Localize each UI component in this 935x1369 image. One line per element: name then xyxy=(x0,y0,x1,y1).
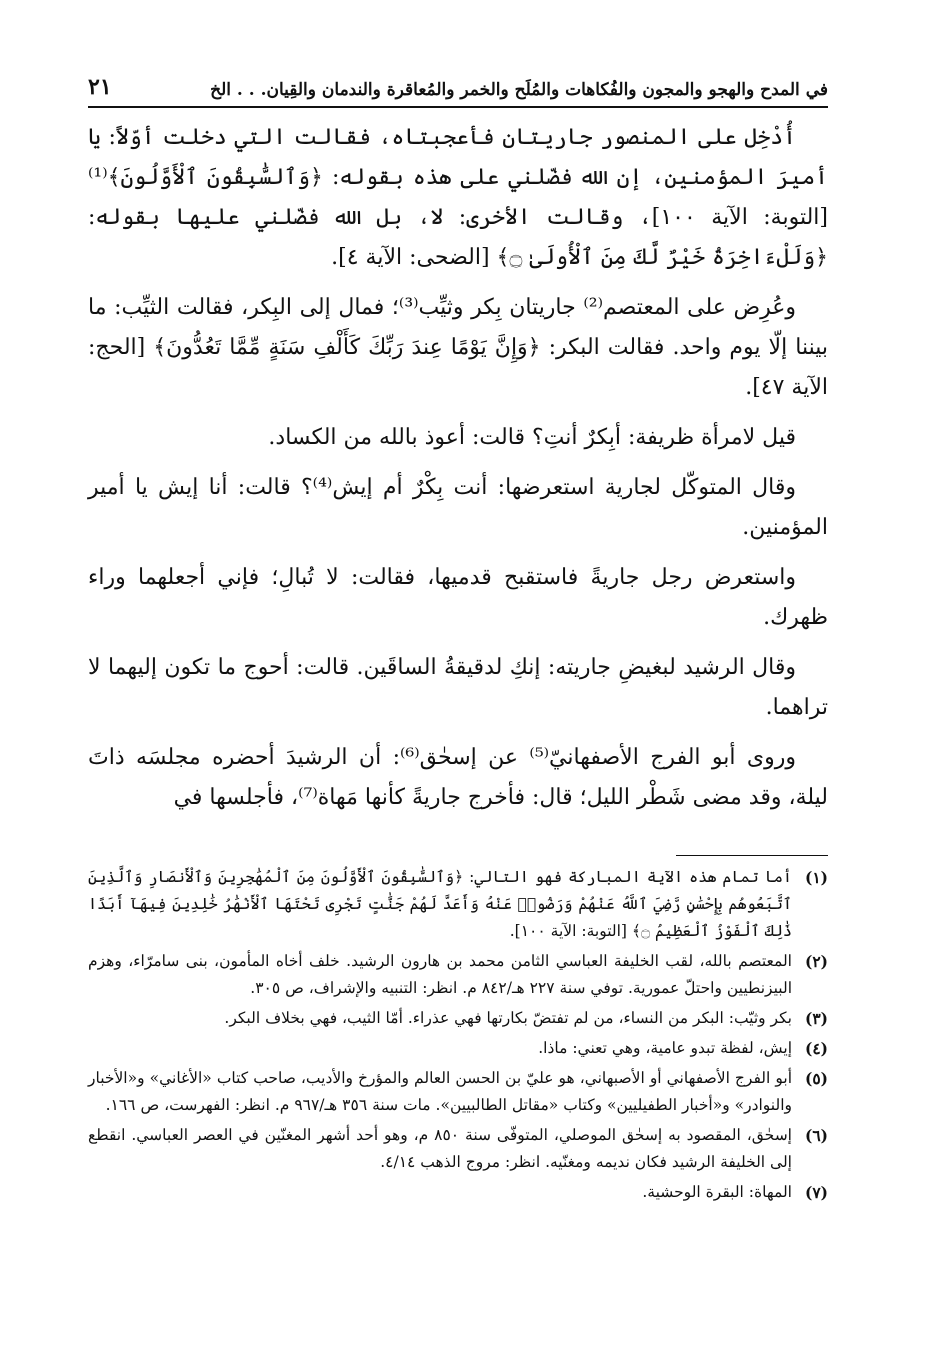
paragraph: وروى أبو الفرج الأصفهانيّ⁽⁵⁾ عن إسحٰق⁽⁶⁾: أن الرشيدَ أحضره مجلسَه ذاتَ ليلة، وقد مضى شَطْر الليل؛ قال: فأخرج جاريةً كأنها مَهاة⁽⁷⁾، فأجلسها في xyxy=(88,745,828,810)
footnote xyxy=(88,1065,828,1119)
footnote-number: (١) xyxy=(804,868,828,887)
footnote-text: إيش، لفظة تبدو عامية، وهي تعني: ماذا. xyxy=(538,1039,792,1057)
footnote-number: (٢) xyxy=(804,952,828,971)
paragraph: واستعرض رجل جاريةً فاستقبح قدميها، فقالت: لا تُبالِ؛ فإني أجعلهما وراء ظهرك. xyxy=(88,565,828,630)
paragraph: قيل لامرأة ظريفة: أبِكرٌ أنتِ؟ قالت: أعوذ بالله من الكساد. xyxy=(268,425,796,450)
footnote xyxy=(88,1122,828,1176)
footnote-number: (٥) xyxy=(804,1069,828,1088)
footnote-number: (٦) xyxy=(804,1126,828,1145)
footnote xyxy=(88,1005,828,1032)
footnote xyxy=(88,1179,828,1206)
footnote-separator xyxy=(676,855,828,856)
footnote-number: (٤) xyxy=(804,1039,828,1058)
running-header xyxy=(88,60,828,108)
footnote-text: المعتصم بالله، لقب الخليفة العباسي الثامن محمد بن هارون الرشيد. خلف أخاه المأمون، بنى سامرّاء، وهزم البيزنطيين واحتلّ عمورية. توفي سنة ٢٢٧ هـ/٨٤٢ م. انظر: التنبيه والإشراف، ص ٣٠٥. xyxy=(88,952,792,997)
main-text xyxy=(88,118,828,828)
paragraph: وقال الرشيد لبغيضِ جاريته: إنكِ لدقيقةُ الساقَين. قالت: أحوج ما تكون إليهما لا تراهما. xyxy=(88,655,828,720)
footnote xyxy=(88,948,828,1002)
footnote xyxy=(88,864,828,945)
footnote-text: المهاة: البقرة الوحشية. xyxy=(642,1183,792,1201)
footnote-number: (٧) xyxy=(804,1183,828,1202)
footnote-text: إسحٰق، المقصود به إسحٰق الموصلي، المتوفّى سنة ٨٥٠ م، وهو أحد أشهر المغنّين في العصر العباسي. انقطع إلى الخليفة الرشيد فكان نديمه ومغنّيه. انظر: مروج الذهب ٤/١٤. xyxy=(88,1126,792,1171)
footnote-text: أما تمام هذه الآية المباركة فهو التالي: ﴿وَٱلسَّٰبِقُونَ ٱلْأَوَّلُونَ مِنَ ٱلْمُهَٰجِرِينَ وَٱلْأَنصَارِ وَٱلَّذِينَ ٱتَّبَعُوهُم بِإِحْسَٰنٍ رَّضِيَ ٱللَّهُ عَنْهُمْ وَرَضُوا۟ عَنْهُ وَأَعَدَّ لَهُمْ جَنَّٰتٍ تَجْرِى تَحْتَهَا ٱلْأَنْهَٰرُ خَٰلِدِينَ فِيهَآ أَبَدًا ذَٰلِكَ ٱلْفَوْزُ ٱلْعَظِيمُ ۝﴾ [التوبة: الآية ١٠٠]. xyxy=(88,868,792,940)
footnote-number: (٣) xyxy=(804,1009,828,1028)
paragraph: وقال المتوكّل لجارية استعرضها: أنت بِكْرٌ أم إيش⁽⁴⁾؟ قالت: أنا إيش يا أمير المؤمنين. xyxy=(88,475,828,540)
footnotes xyxy=(88,864,828,1209)
paragraph: وعُرِض على المعتصم⁽²⁾ جاريتان بِكر وثيِّب⁽³⁾؛ فمال إلى البِكر، فقالت الثيِّب: ما بيننا إلّا يوم واحد. فقالت البكر: ﴿وَإِنَّ يَوْمًا عِندَ رَبِّكَ كَأَلْفِ سَنَةٍ مِّمَّا تَعُدُّونَ﴾ [الحج: الآية ٤٧]. xyxy=(88,295,828,400)
paragraph: أُدْخِل على المنصور جاريتان فأعجبتاه، فقالت التي دخلت أوّلاً: يا أميرَ المؤمنين، إن الله فضّلني على هذه بقوله: ﴿وَٱلسَّٰبِقُونَ ٱلْأَوَّلُونَ﴾⁽¹⁾ [التوبة: الآية ١٠٠]، وقالت الأخرى: لا، بل الله فضّلني عليها بقوله: ﴿وَلَلْءَاخِرَةُ خَيْرٌ لَّكَ مِنَ ٱلْأُولَىٰ ۝﴾ [الضحى: الآية ٤]. xyxy=(88,125,828,270)
running-title: في المدح والهجو والمجون والفُكاهات والمُلَح والخمر والمُعاقرة والندمان والقِيان. . . الخ xyxy=(210,80,828,100)
page-number: ٢١ xyxy=(88,74,112,100)
footnote-text: أبو الفرج الأصفهاني أو الأصبهاني، هو عليّ بن الحسن العالم والمؤرخ والأديب، صاحب كتاب «الأغاني» و«الأخبار والنوادر» و«أخبار الطفيليين» وكتاب «مقاتل الطالبيين». مات سنة ٣٥٦ هـ/٩٦٧ م. انظر: الفهرست، ص ١٦٦. xyxy=(88,1069,792,1114)
footnote-text: بكر وثيّب: البكر من النساء، من لم تفتضّ بكارتها فهي عذراء. أمّا الثيب، فهي بخلاف البكر. xyxy=(224,1009,792,1027)
footnote xyxy=(88,1035,828,1062)
